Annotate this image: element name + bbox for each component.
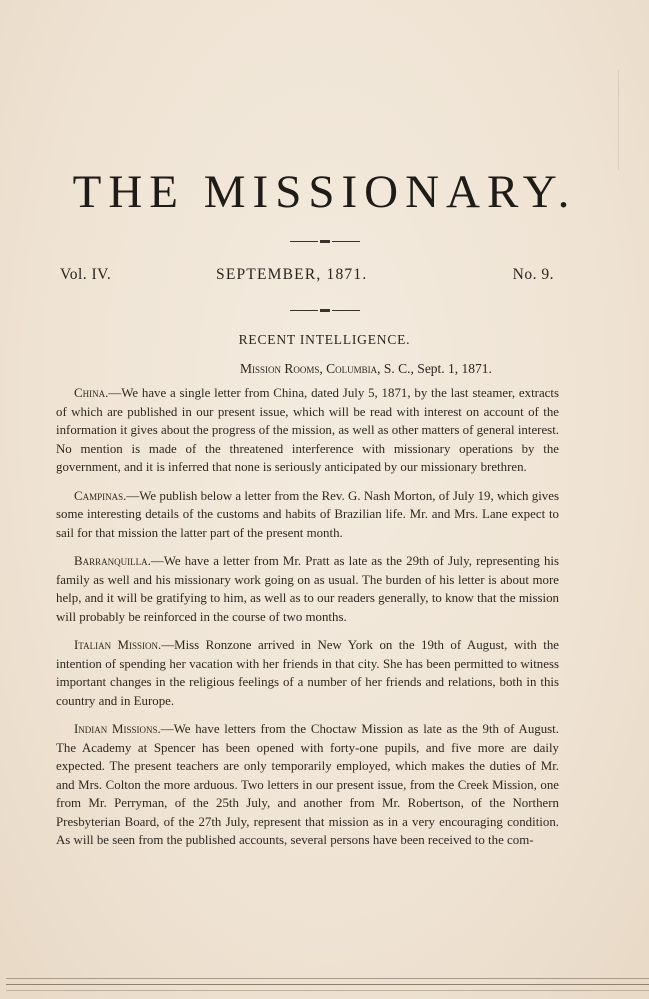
paragraph-lead: Campinas. <box>74 488 127 503</box>
paragraph-text: —We have a letter from Mr. Pratt as late as the 29th of July, representing his family as well and his missionary work going on as usual. The burden of his letter is about more help, and it will be gratifying to him, as well as to our readers generally, to know that the mission will probably be reinforced in the course of two months. <box>56 554 559 624</box>
paragraph-lead: China. <box>74 386 109 400</box>
paragraph-barranquilla <box>56 552 559 626</box>
paragraph-text: —We have letters from the Choctaw Mission as late as the 9th of August. The Academy at Spencer has been opened with forty-one pupils, and five more are daily expected. The present teachers are only temporarily employed, which makes the duties of Mr. and Mrs. Colton the more arduous. Two letters in our present issue, from the Creek Mission, one from Mr. Perryman, of the 25th July, and another from Mr. Robertson, of the Northern Presbyterian Board, of the 27th July, represent that mission as in a very encouraging condition. As will be seen from the published accounts, several persons have been received to the com- <box>56 722 559 847</box>
section-heading: RECENT INTELLIGENCE. <box>238 332 411 347</box>
page-edge-tear <box>618 70 649 170</box>
paragraph-china <box>56 384 559 477</box>
paragraph-text: —We publish below a letter from the Rev. G. Nash Morton, of July 19, which gives some interesting details of the customs and habits of Brazilian life. Mr. and Mrs. Lane expect to sail for that mission the latter part of the present month. <box>56 488 559 540</box>
paragraph-campinas <box>56 487 559 543</box>
page-stack-edges <box>6 978 649 999</box>
volume-label: Vol. IV. <box>60 266 112 283</box>
issue-date: SEPTEMBER, 1871. <box>216 266 368 283</box>
dateline-city: Columbia, <box>326 361 381 376</box>
ornament-divider-top <box>0 236 649 245</box>
paragraph-text: —We have a single letter from China, dated July 5, 1871, by the last steamer, extracts of which are published in our present issue, which will be read with interest on account of the information it gives about the progress of the mission, as well as other matters of general interest. No mention is made of the threatened interference with missionary operations by the government, and it is inferred that none is seriously anticipated by our missionary brethren. <box>56 386 559 474</box>
issue-number: No. 9. <box>512 266 554 283</box>
dateline-rest: S. C., Sept. 1, 1871. <box>383 361 492 376</box>
paragraph-lead: Barranquilla. <box>74 554 151 568</box>
paragraph-text: —Miss Ronzone arrived in New York on the 19th of August, with the intention of spending her vacation with her friends in that city. She has been permitted to witness important changes in the religious feelings of a number of her friends and relations, both in this country and in Europe. <box>56 638 559 708</box>
dateline <box>240 361 570 377</box>
ornament-divider-bottom <box>0 305 649 314</box>
dateline-rooms: Mission Rooms, <box>240 361 323 376</box>
masthead-title: THE MISSIONARY. <box>72 166 577 218</box>
paragraph-indian-missions <box>56 720 559 850</box>
paragraph-italian-mission <box>56 636 559 710</box>
paragraph-lead: Italian Mission. <box>74 638 162 652</box>
article-body <box>56 384 559 860</box>
issue-line <box>60 266 560 286</box>
paragraph-lead: Indian Missions. <box>74 722 161 736</box>
